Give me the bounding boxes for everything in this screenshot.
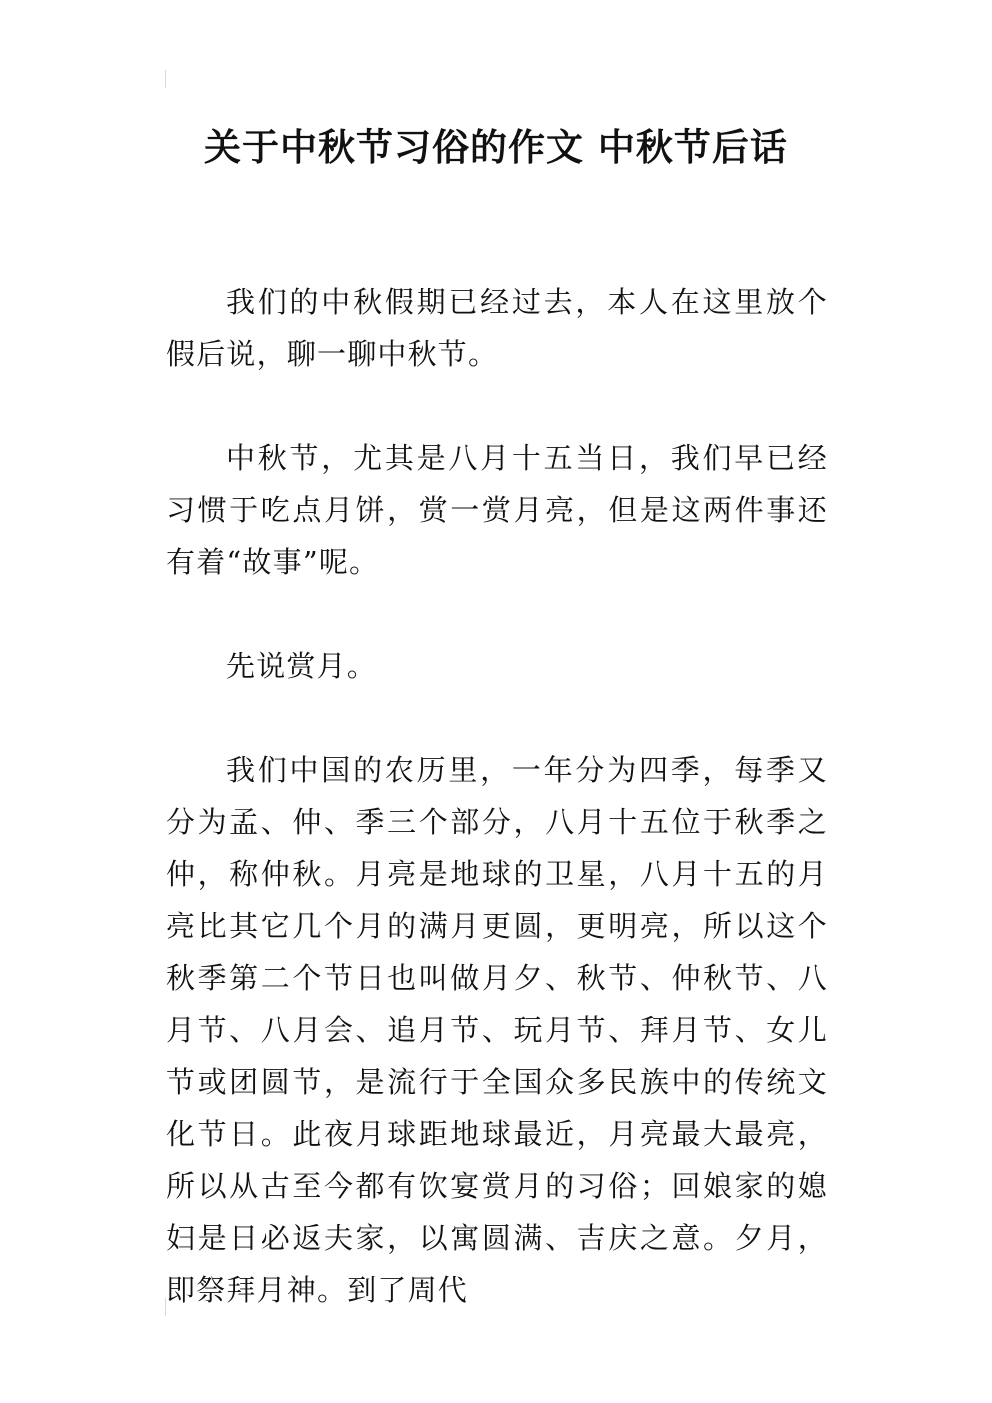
page-title: 关于中秋节习俗的作文 中秋节后话 (204, 126, 788, 169)
page-margin-mark-top (165, 70, 166, 88)
article-body (166, 276, 828, 1316)
paragraph-4: 我们中国的农历里，一年分为四季，每季又分为孟、仲、季三个部分，八月十五位于秋季之仲，称仲秋。月亮是地球的卫星，八月十五的月亮比其它几个月的满月更圆，更明亮，所以这个秋季第二个节日也叫做月夕、秋节、仲秋节、八月节、八月会、追月节、玩月节、拜月节、女儿节或团圆节，是流行于全国众多民族中的传统文化节日。此夜月球距地球最近，月亮最大最亮，所以从古至今都有饮宴赏月的习俗；回娘家的媳妇是日必返夫家，以寓圆满、吉庆之意。夕月，即祭拜月神。到了周代 (166, 753, 828, 1307)
paragraph-3: 先说赏月。 (226, 649, 378, 683)
paragraph-1: 我们的中秋假期已经过去，本人在这里放个假后说，聊一聊中秋节。 (166, 285, 828, 371)
page-margin-mark-bottom (165, 1298, 166, 1316)
paragraph-2: 中秋节，尤其是八月十五当日，我们早已经习惯于吃点月饼，赏一赏月亮，但是这两件事还有着“故事”呢。 (166, 441, 828, 579)
